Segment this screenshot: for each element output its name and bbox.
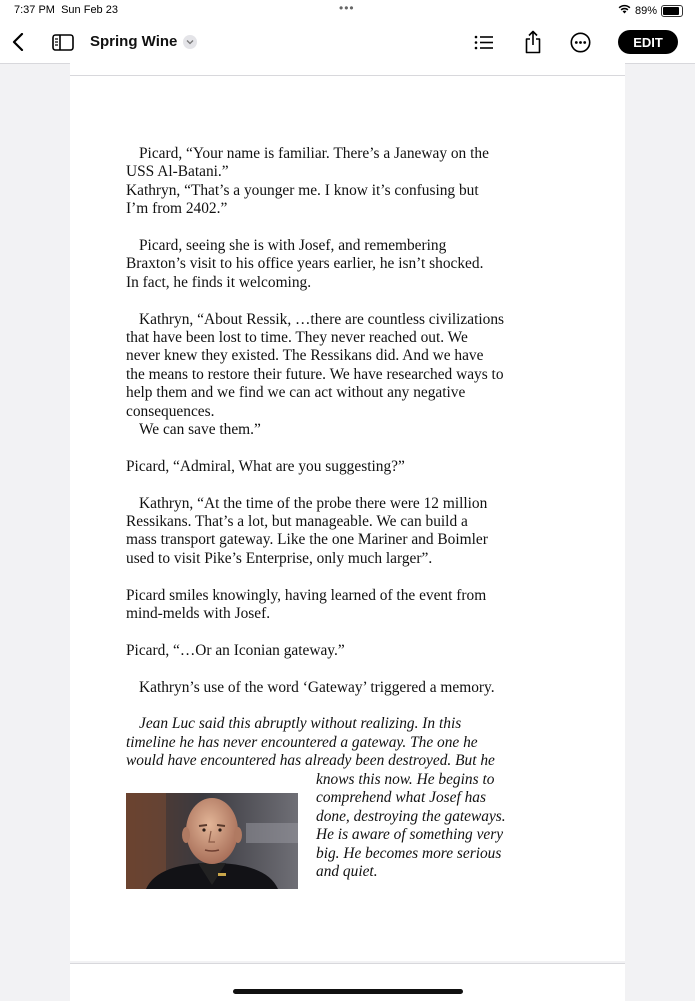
paragraph-spacer bbox=[126, 568, 556, 586]
text-line: would have encountered has already been destroyed. But he bbox=[126, 752, 495, 770]
text-line: consequences. bbox=[126, 402, 215, 420]
text-line: Picard, “Admiral, What are you suggesting?” bbox=[126, 457, 405, 475]
paragraph-spacer bbox=[126, 219, 556, 237]
paragraph-spacer bbox=[126, 439, 556, 457]
document-title: Spring Wine bbox=[90, 33, 178, 50]
document-page[interactable] bbox=[70, 76, 625, 961]
text-line: Braxton’s visit to his office years earlier, he isn’t shocked. bbox=[126, 255, 484, 273]
text-line: that have been lost to time. They never reached out. We bbox=[126, 329, 468, 347]
document-toolbar bbox=[0, 22, 695, 64]
status-time-date bbox=[14, 4, 118, 16]
text-line: Ressikans. That’s a lot, but manageable. We can build a bbox=[126, 513, 468, 531]
wrapped-text-line: knows this now. He begins to bbox=[316, 771, 495, 788]
battery-percent: 89% bbox=[634, 4, 657, 17]
document-body[interactable] bbox=[126, 145, 556, 771]
text-line: In fact, he finds it welcoming. bbox=[126, 273, 312, 291]
text-line: I’m from 2402.” bbox=[126, 200, 228, 218]
status-date: Sun Feb 23 bbox=[61, 4, 118, 16]
paragraph-spacer bbox=[126, 292, 556, 310]
text-line: Jean Luc said this abruptly without realizing. In this bbox=[139, 715, 462, 733]
paragraph-spacer bbox=[126, 660, 556, 678]
paragraph-spacer bbox=[126, 476, 556, 494]
chevron-down-icon bbox=[183, 35, 197, 49]
battery-icon bbox=[661, 5, 683, 17]
more-icon[interactable] bbox=[569, 31, 591, 53]
wrapped-text-line: and quiet. bbox=[316, 863, 378, 881]
text-line: never knew they existed. The Ressikans did. And we have bbox=[126, 347, 484, 365]
sidebar-toggle-icon[interactable] bbox=[51, 32, 75, 52]
multitasking-dots-icon[interactable]: ••• bbox=[339, 1, 355, 15]
home-indicator[interactable] bbox=[233, 989, 463, 994]
document-title-button[interactable] bbox=[90, 33, 197, 50]
picard-photo bbox=[126, 793, 298, 889]
status-right-group bbox=[618, 4, 683, 17]
text-line: Picard, “Your name is familiar. There’s a Janeway on the bbox=[139, 145, 489, 162]
wrapped-text-line: He is aware of something very bbox=[316, 826, 504, 844]
text-line: Kathryn, “At the time of the probe there were 12 million bbox=[139, 494, 488, 512]
text-line: mass transport gateway. Like the one Mariner and Boimler bbox=[126, 531, 488, 549]
chevron-left-icon[interactable] bbox=[8, 32, 28, 52]
text-line: Picard, “…Or an Iconian gateway.” bbox=[126, 641, 345, 659]
wrapped-paragraph[interactable] bbox=[316, 771, 546, 881]
text-line: help them and we find we can act without any negative bbox=[126, 384, 466, 402]
text-line: Picard, seeing she is with Josef, and remembering bbox=[139, 237, 447, 255]
edit-button[interactable]: EDIT bbox=[618, 30, 678, 54]
share-icon[interactable] bbox=[522, 29, 544, 55]
battery-level-fill bbox=[663, 7, 679, 15]
wrapped-text-line: big. He becomes more serious bbox=[316, 844, 502, 862]
wrapped-text-line: comprehend what Josef has bbox=[316, 789, 486, 807]
text-line: Kathryn, “That’s a younger me. I know it’s confusing but bbox=[126, 181, 479, 199]
text-line: mind-melds with Josef. bbox=[126, 605, 271, 623]
previous-page-edge bbox=[70, 63, 625, 76]
wifi-icon bbox=[618, 4, 631, 17]
text-line: the means to restore their future. We have researched ways to bbox=[126, 365, 504, 383]
text-line: We can save them.” bbox=[139, 421, 261, 439]
text-line: Kathryn, “About Ressik, …there are countless civilizations bbox=[139, 310, 505, 328]
text-line: Picard smiles knowingly, having learned of the event from bbox=[126, 586, 487, 604]
status-time: 7:37 PM bbox=[14, 4, 55, 16]
next-page-edge bbox=[70, 963, 625, 1001]
text-line: used to visit Pike’s Enterprise, only much larger”. bbox=[126, 549, 433, 567]
paragraph-spacer bbox=[126, 623, 556, 641]
text-line: Kathryn’s use of the word ‘Gateway’ triggered a memory. bbox=[139, 678, 495, 696]
list-icon[interactable] bbox=[473, 32, 495, 52]
status-bar bbox=[0, 0, 695, 22]
text-line: timeline he has never encountered a gateway. The one he bbox=[126, 733, 478, 751]
wrapped-text-line: done, destroying the gateways. bbox=[316, 807, 506, 825]
paragraph-spacer bbox=[126, 697, 556, 715]
text-line: USS Al-Batani.” bbox=[126, 163, 229, 181]
